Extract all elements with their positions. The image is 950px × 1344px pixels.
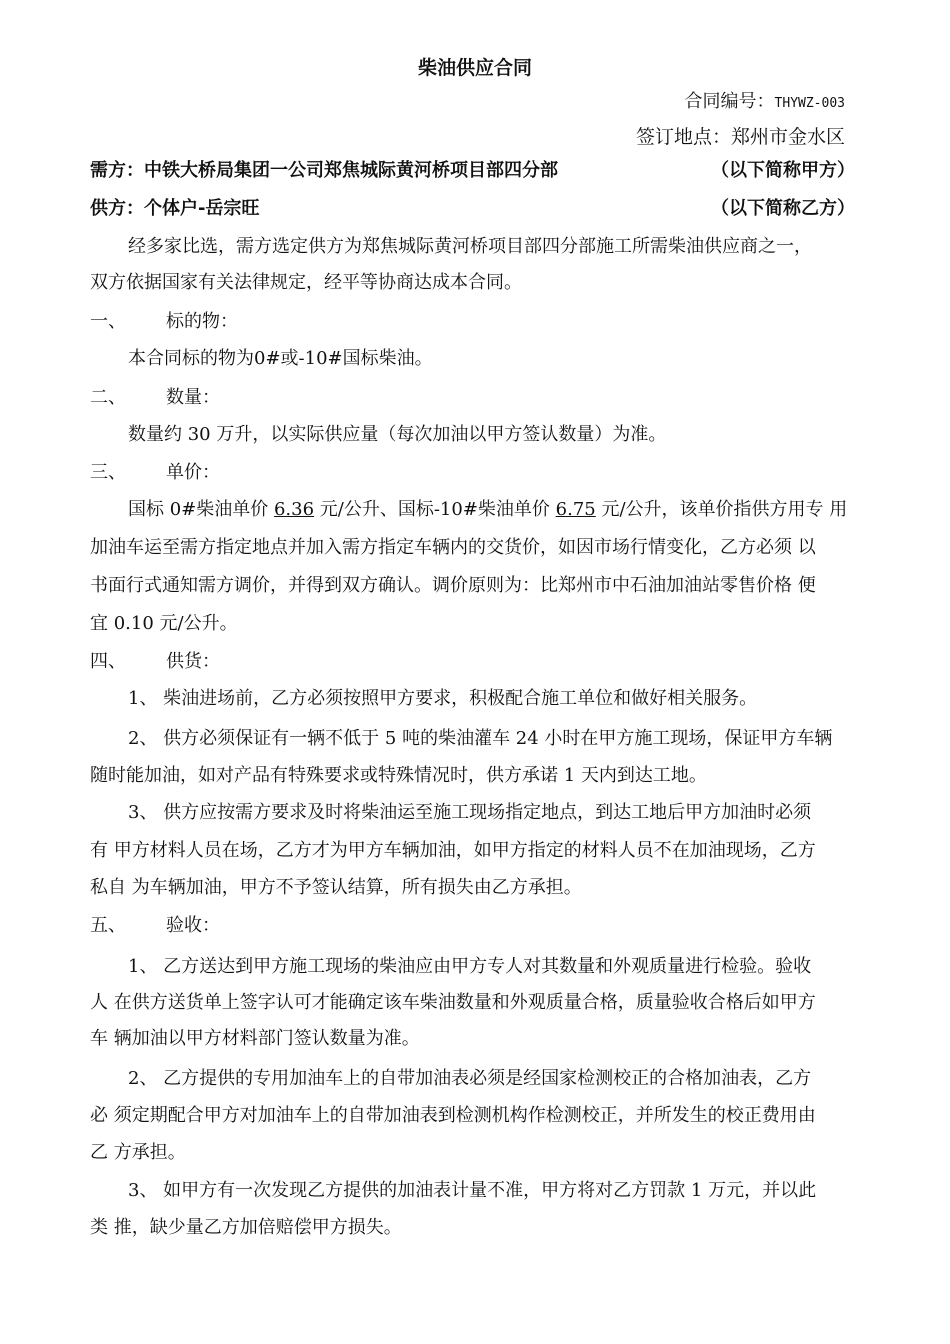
section-4-item-2-line-2: 随时能加油，如对产品有特殊要求或特殊情况时，供方承诺 1 天内到达工地。	[90, 765, 707, 786]
buyer-party: 需方：中铁大桥局集团一公司郑焦城际黄河桥项目部四分部	[90, 160, 558, 181]
section-4-item-1: 1、 柴油进场前，乙方必须按照甲方要求，积极配合施工单位和做好相关服务。	[128, 688, 758, 709]
sign-place: 签订地点：郑州市金水区	[635, 126, 845, 148]
price-diesel-minus10: 6.75	[555, 499, 596, 520]
section-4-title: 供货：	[166, 651, 220, 672]
section-2-body: 数量约 30 万升，以实际供应量（每次加油以甲方签认数量）为准。	[128, 424, 667, 445]
section-5-title: 验收：	[166, 915, 220, 936]
section-5-item-2-line-3: 乙 方承担。	[90, 1142, 186, 1163]
section-2-number: 二、	[90, 387, 126, 408]
section-3-line-4: 宜 0.10 元/公升。	[90, 613, 238, 634]
intro-line-1: 经多家比选，需方选定供方为郑焦城际黄河桥项目部四分部施工所需柴油供应商之一，	[128, 236, 812, 257]
contract-number-label: 合同编号：	[684, 91, 775, 112]
price-text-a: 国标 0#柴油单价	[128, 499, 274, 520]
section-5-item-1-line-1: 1、 乙方送达到甲方施工现场的柴油应由甲方专人对其数量和外观质量进行检验。验收	[128, 956, 812, 977]
section-4-item-3-line-1: 3、 供方应按需方要求及时将柴油运至施工现场指定地点，到达工地后甲方加油时必须	[128, 802, 812, 823]
price-text-c: 元/公升，该单价指供方用专 用	[595, 499, 848, 520]
section-4-item-2-line-1: 2、 供方必须保证有一辆不低于 5 吨的柴油灌车 24 小时在甲方施工现场，保证甲方车辆	[128, 728, 833, 749]
section-3-line-2: 加油车运至需方指定地点并加入需方指定车辆内的交货价，如因市场行情变化，乙方必须 以	[90, 537, 816, 558]
document-title: 柴油供应合同	[417, 57, 532, 79]
section-5-item-2-line-1: 2、 乙方提供的专用加油车上的自带加油表必须是经国家检测校正的合格加油表，乙方	[128, 1068, 812, 1089]
price-diesel-0: 6.36	[273, 499, 315, 520]
intro-line-2: 双方依据国家有关法律规定，经平等协商达成本合同。	[90, 272, 522, 293]
section-3-line-1	[128, 498, 847, 522]
contract-number	[685, 90, 845, 116]
section-5-item-3-line-2: 类 推，缺少量乙方加倍赔偿甲方损失。	[90, 1217, 402, 1238]
section-1-body: 本合同标的物为0#或-10#国标柴油。	[128, 348, 433, 369]
contract-number-value: THYWZ-003	[774, 96, 845, 111]
seller-party: 供方：个体户-岳宗旺	[90, 198, 260, 219]
section-3-title: 单价：	[166, 462, 220, 483]
section-5-item-3-line-1: 3、 如甲方有一次发现乙方提供的加油表计量不准，甲方将对乙方罚款 1 万元，并以此	[128, 1180, 817, 1201]
section-3-number: 三、	[90, 462, 126, 483]
section-3-line-3: 书面行式通知需方调价，并得到双方确认。调价原则为：比郑州市中石油加油站零售价格 便	[90, 575, 816, 596]
section-4-item-3-line-3: 私自 为车辆加油，甲方不予签认结算，所有损失由乙方承担。	[90, 877, 582, 898]
section-5-item-2-line-2: 必 须定期配合甲方对加油车上的自带加油表到检测机构作检测校正，并所发生的校正费用由	[90, 1105, 816, 1126]
section-5-number: 五、	[90, 915, 126, 936]
section-5-item-1-line-2: 人 在供方送货单上签字认可才能确定该车柴油数量和外观质量合格，质量验收合格后如甲方	[90, 992, 816, 1013]
section-4-item-3-line-2: 有 甲方材料人员在场，乙方才为甲方车辆加油，如甲方指定的材料人员不在加油现场，乙方	[90, 840, 816, 861]
section-4-number: 四、	[90, 651, 126, 672]
price-text-b: 元/公升、国标-10#柴油单价	[314, 499, 556, 520]
section-5-item-1-line-3: 车 辆加油以甲方材料部门签认数量为准。	[90, 1028, 420, 1049]
section-2-title: 数量：	[166, 387, 220, 408]
buyer-short-name: （以下简称甲方）	[711, 160, 855, 181]
section-1-number: 一、	[90, 311, 126, 332]
section-1-title: 标的物：	[166, 311, 238, 332]
seller-short-name: （以下简称乙方）	[711, 198, 855, 219]
